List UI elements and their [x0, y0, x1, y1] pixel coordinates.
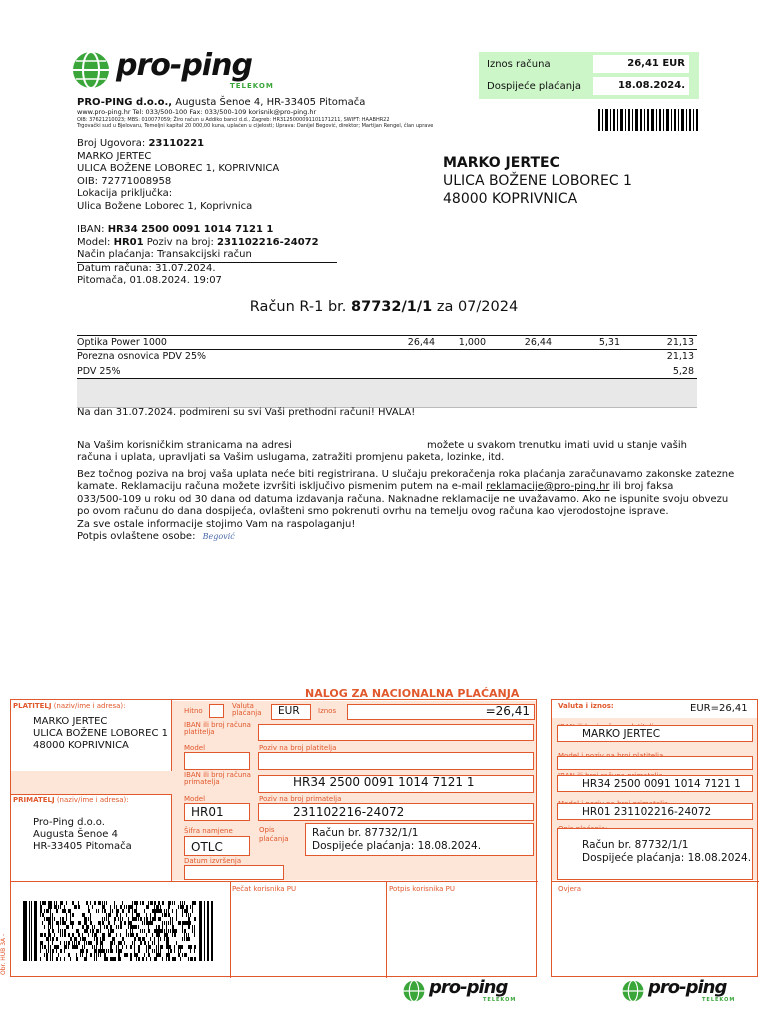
invoice-summary-box: [479, 52, 699, 99]
customer-name: MARKO JERTEC: [77, 150, 152, 162]
footer-logo-sub: TELEKOM: [483, 997, 517, 1003]
recipient-name: MARKO JERTEC: [443, 155, 560, 171]
payer-line-1: ULICA BOŽENE LOBOREC 1: [33, 728, 168, 739]
table-row: [77, 350, 697, 363]
item-unit-price: 26,44: [407, 337, 435, 348]
recipient-label: PRIMATELJ (naziv/ime i adresa):: [13, 796, 129, 804]
customer-street: ULICA BOŽENE LOBOREC 1, KOPRIVNICA: [77, 163, 280, 174]
form-code-label: Obr. HUB 3A -: [0, 933, 7, 975]
amount-field[interactable]: =26,41: [347, 704, 535, 720]
globe-icon: [72, 51, 110, 89]
recipient-ref-label: Poziv na broj primatelja: [259, 795, 342, 803]
receipt-payer-ref-field[interactable]: [557, 756, 753, 770]
description-label: Opis plaćanja: [259, 826, 289, 843]
purpose-code-field[interactable]: OTLC: [184, 836, 250, 856]
recipient-slip-name: Pro-Ping d.o.o.: [33, 817, 105, 828]
barcode-small: [598, 109, 698, 131]
currency-label: Valuta plaćanja: [232, 702, 262, 717]
payment-info-block: [77, 224, 337, 288]
amount-value: 26,41 EUR: [593, 55, 689, 73]
signature: Begović: [202, 532, 235, 541]
items-table-footer: [77, 379, 697, 408]
footer-logo-text: pro-ping: [648, 977, 727, 998]
due-row: [487, 77, 693, 95]
terms-text-b1: kamate. Reklamaciju računa možete izvršiti isključivo pismenim putem na e-mail: [77, 481, 487, 492]
item-total: 21,13: [666, 337, 694, 348]
invoice-title: [0, 299, 768, 315]
vat-label: PDV 25%: [77, 366, 121, 377]
amount-label: Iznos: [318, 707, 337, 715]
footer-logo-text: pro-ping: [429, 977, 508, 998]
invoice-body: [77, 407, 735, 544]
customer-oib: OIB: 72771008958: [77, 175, 172, 187]
recipient-slip-line-1: Augusta Šenoe 4: [33, 829, 118, 840]
table-row: [77, 365, 697, 378]
footer-logo-sub: TELEKOM: [702, 997, 736, 1003]
signature-slip-label: Potpis korisnika PU: [389, 885, 455, 893]
payer-line-2: 48000 KOPRIVNICA: [33, 740, 129, 751]
terms-line-1: Bez točnog poziva na broj vaša uplata neće biti registrirana. U slučaju prekoračenja roka plaćanja zaračunavamo zakonske zatezne: [77, 468, 735, 480]
currency-field[interactable]: EUR: [271, 704, 311, 720]
receipt-verification-label: Ovjera: [558, 885, 582, 893]
payer-model-label: Model: [184, 744, 206, 752]
payer-model-field[interactable]: [184, 752, 250, 770]
portal-text-b: možete u svakom trenutku imati uvid u stanje vaših: [427, 439, 687, 451]
customer-block: [77, 138, 337, 213]
info-line: Za sve ostale informacije stojimo Vam na raspolaganju!: [77, 518, 356, 530]
receipt-recv-model-field[interactable]: HR01 231102216-24072: [557, 803, 753, 820]
execution-date-label: Datum izvršenja: [184, 857, 242, 865]
receipt-amount: EUR=26,41: [690, 703, 748, 714]
complaint-email-link[interactable]: reklamacije@pro-ping.hr: [486, 481, 610, 492]
payer-ref-field[interactable]: [258, 752, 534, 770]
recipient-ref-field[interactable]: 231102216-24072: [258, 803, 534, 821]
recipient-address: [443, 154, 632, 208]
payer-name: MARKO JERTEC: [33, 716, 108, 727]
globe-icon: [622, 980, 644, 1002]
receipt-recv-iban-field[interactable]: HR34 2500 0091 1014 7121 1: [557, 775, 753, 792]
payer-label: PLATITELJ (naziv/ime i adresa):: [13, 702, 126, 710]
logo-subtitle: TELEKOM: [230, 82, 274, 90]
tax-base-value: 21,13: [666, 351, 694, 362]
description-line-1: Račun br. 87732/1/1: [312, 827, 419, 839]
invoice-date: Datum računa: 31.07.2024.: [77, 262, 216, 274]
item-name: Optika Power 1000: [77, 337, 167, 348]
footer-logo-right: [622, 978, 757, 1004]
receipt-description-field[interactable]: [557, 828, 753, 880]
item-amount: 26,44: [524, 337, 552, 348]
company-address: Augusta Šenoe 4, HR-33405 Pitomača: [172, 97, 366, 108]
recipient-model-label: Model: [184, 795, 206, 803]
signature-label: Potpis ovlaštene osobe:: [77, 531, 196, 542]
contract-label: Broj Ugovora:: [77, 138, 149, 149]
invoice-title-prefix: Račun R-1 br.: [249, 299, 352, 315]
description-field[interactable]: [305, 823, 534, 856]
reference-value: 231102216-24072: [217, 236, 319, 248]
receipt-description-line-1: Račun br. 87732/1/1: [582, 839, 689, 851]
purpose-code-label: Šifra namjene: [184, 827, 233, 835]
due-label: Dospijeće plaćanja: [487, 80, 582, 92]
payment-method: Način plaćanja: Transakcijski račun: [77, 249, 337, 263]
company-name: PRO-PING d.o.o.,: [77, 97, 173, 108]
recipient-line-2: 48000 KOPRIVNICA: [443, 191, 578, 207]
terms-line-2: [77, 481, 717, 494]
globe-icon: [403, 980, 425, 1002]
stamp-label: Pečat korisnika PU: [232, 885, 297, 893]
reference-label: Poziv na broj:: [143, 236, 218, 248]
invoice-number: 87732/1/1: [351, 299, 433, 315]
urgent-checkbox[interactable]: [209, 704, 224, 718]
due-value: 18.08.2024.: [593, 77, 689, 95]
amount-row: [487, 55, 693, 73]
description-line-2: Dospijeće plaćanja: 18.08.2024.: [312, 840, 482, 852]
recipient-model-field[interactable]: HR01: [184, 803, 250, 821]
payer-iban-field[interactable]: [258, 724, 534, 741]
recipient-iban-field[interactable]: HR34 2500 0091 1014 7121 1: [258, 775, 534, 793]
recipient-slip-line-2: HR-33405 Pitomača: [33, 841, 132, 852]
model-line: [77, 237, 337, 250]
table-row: [77, 336, 697, 349]
item-tax: 5,31: [598, 337, 620, 348]
company-logo: [72, 48, 302, 90]
footer-logo-left: [403, 978, 538, 1004]
payer-iban-label: IBAN ili broj računa platitelja: [184, 721, 251, 736]
company-contacts: www.pro-ping.hr Tel: 033/500-100 Fax: 033/500-109 korisnik@pro-ping.hr: [77, 108, 317, 116]
company-legal-1: OIB: 37621210023; MBS: 010077059; Žiro račun u Addiko banci d.d., Zagreb: HR3125000091101171211, SWIFT: HAABHR22: [77, 117, 390, 123]
pdf417-barcode: [23, 901, 213, 961]
terms-line-3: 033/500-109 u roku od 30 dana od datuma izdavanja računa. Naknadne reklamacije ne uvažavamo. Ako ne ispunite svoju obvezu: [77, 493, 729, 505]
recipient-line-1: ULICA BOŽENE LOBOREC 1: [443, 173, 632, 189]
iban-value: HR34 2500 0091 1014 7121 1: [107, 224, 274, 235]
vat-value: 5,28: [672, 366, 694, 377]
receipt-currency-label: Valuta i iznos:: [558, 702, 614, 710]
amount-label: Iznos računa: [487, 58, 551, 70]
item-quantity: 1,000: [458, 337, 486, 348]
terms-line-4: po ovom računu do dana dospijeća, ovlašteni smo pokrenuti ovrhu na temelju ovog računa kao vjerodostojne isprave.: [77, 506, 669, 517]
terms-text-b2: ili broj faksa: [609, 481, 674, 492]
invoice-title-suffix: za 07/2024: [432, 299, 519, 315]
company-legal-2: Trgovački sud u Bjelovaru, Temeljni kapital 20 000,00 kuna, uplaćen u cijelosti; Uprava: Danijel Begović, direktor; Martijan Rengel, član uprave: [77, 123, 434, 129]
model-label: Model:: [77, 236, 114, 248]
portal-text-a: Na Vašim korisničkim stranicama na adresi: [77, 439, 292, 451]
logo-text: pro-ping: [116, 48, 252, 83]
payer-ref-label: Poziv na broj platitelja: [259, 744, 337, 752]
iban-line: [77, 224, 337, 237]
slip-title: NALOG ZA NACIONALNA PLAĆANJA: [305, 687, 520, 700]
execution-date-field[interactable]: [184, 865, 284, 880]
contract-number: 23110221: [148, 138, 205, 149]
paid-notice: Na dan 31.07.2024. podmireni su svi Vaši prethodni računi! HVALA!: [77, 407, 416, 418]
receipt-description-line-2: Dospijeće plaćanja: 18.08.2024.: [582, 852, 752, 864]
place-date: Pitomača, 01.08.2024. 19:07: [77, 275, 222, 286]
location-label: Lokacija priključka:: [77, 188, 173, 199]
receipt-payer-field[interactable]: MARKO JERTEC: [557, 725, 753, 742]
iban-label: IBAN:: [77, 224, 108, 235]
recipient-iban-label: IBAN ili broj računa primatelja: [184, 771, 251, 786]
location-value: Ulica Božene Loborec 1, Koprivnica: [77, 200, 253, 212]
portal-line-2: računa i uplata, upravljati sa Vašim uslugama, zatražiti promjenu paketa, lozinke, itd.: [77, 452, 505, 463]
model-value: HR01: [113, 236, 144, 248]
urgent-label: Hitno: [184, 707, 203, 715]
portal-line-1: [77, 440, 717, 453]
signature-line: [77, 531, 717, 544]
contract-line: [77, 138, 337, 151]
tax-base-label: Porezna osnovica PDV 25%: [77, 351, 207, 362]
